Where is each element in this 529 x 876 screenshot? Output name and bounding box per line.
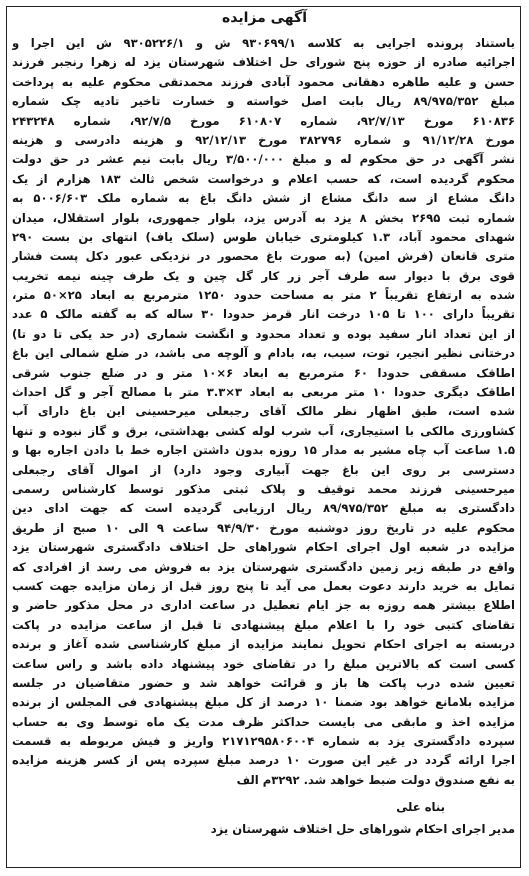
notice-line: تمایل به خرید دارند دعوت بعمل می آید تا پنج روز قبل از زمان مزایده جهت کسب	[12, 578, 515, 593]
notice-line: شهدای محمود آباد، ۱.۳ کیلومتری خیابان طوس (سلک یاف) انتهای بن بست ۲۹۰	[12, 229, 515, 244]
notice-line: دربسته به اجرای احکام تحویل نمایند مزایده از مبلغ کارشناسی شده آغاز و برنده	[12, 637, 515, 652]
notice-line: دسترسی بر روی این باغ جهت آبیاری وجود دارد) از اموال آقای رجبعلی	[12, 462, 515, 477]
notice-line: از این تعداد انار سفید بوده و تعداد محدود و انگشت شماری (در حد یکی تا دو تا)	[12, 326, 515, 341]
notice-line: کسی است که بالاترین مبلغ را در تقاضای خود پیشنهاد داده باشد و راس ساعت	[12, 656, 515, 671]
notice-line: کشاورزی مالکی با استیجاری، آب شرب لوله کشی بهداشتی، برق و گاز نبوده و تنها	[12, 423, 515, 438]
notice-line: مزایده در شعبه اول اجرای احکام شوراهای حل اختلاف دادگستری شهرستان یزد	[12, 540, 515, 555]
notice-line: دانگ مشاع از سه دانگ مشاع از شش دانگ باغ به شماره ملک ۵۰۰۶/۶۰۳ به	[12, 191, 515, 206]
notice-line: محکوم علیه در تاریخ روز دوشنبه مورخ ۹۴/۹/۳۰ ساعت ۹ الی ۱۰ صبح از طریق	[12, 520, 515, 535]
notice-line: میرحسینی فرزند محمد توقیف و پلاک ثبتی مذکور توسط کارشناس رسمی	[12, 481, 515, 496]
notice-line: مزایده بلامانع خواهد بود ضمنا ۱۰ درصد از کل مبلغ پیشنهادی فی المجلس از برنده	[12, 695, 515, 710]
notice-line: شماره ثبت ۲۶۹۵ بخش ۸ یزد به آدرس یزد، بلوار جمهوری، بلوار استقلال، میدان	[12, 210, 515, 225]
notice-line: حسن و علیه طاهره دهقانی محمود آبادی فرزند محمدتقی محکوم علیه به پرداخت	[12, 74, 515, 89]
notice-line: تقریباً دارای ۱۰۰ تا ۱۰۵ درخت انار قرمز حدودا ۳۰ ساله که به گفته مالک ۵ عدد	[12, 307, 515, 322]
notice-line: مورخ ۹۱/۱۲/۲۸ و شماره ۳۸۲۷۹۶ مورخ ۹۲/۱۲/۱۳ و هزینه دادرسی و هزینه	[12, 132, 515, 147]
notice-line: تعیین شده درب پاکت ها باز و قرائت خواهد شد و حضور متقاضیان در جلسه	[12, 675, 515, 690]
notice-line: سپرده دادگستری یزد به شماره ۲۱۷۱۲۹۵۸۰۶۰۰۴ واریز و فیش مربوطه به قسمت	[12, 734, 515, 749]
notice-line: قوی برق با دیوار سه طرف آجر زر کار گل چین و یک طرف چینه نیمه تخریب	[12, 268, 515, 283]
notice-line: شده به ارتفاع تقریباً ۲ متر به مساحت حدود ۱۲۵۰ مترمربع به ابعاد ۲۵×۵۰ متر،	[12, 288, 515, 303]
notice-line: اطاقک مسقفی حدودا ۶۰ مترمربع به ابعاد ۶×۱۰ متر و در ضلع جنوب شرقی	[12, 365, 515, 380]
notice-line: مبلغ ۸۹/۹۷۵/۳۵۲ ریال بابت اصل خواسته و خسارت تاخیر تادیه چک شماره	[12, 94, 515, 109]
notice-line: ۱.۵ ساعت آب چاه مشیر به مدار ۱۵ روزه بدون داشتن اجاره خط با دادن اجاره بها و	[12, 443, 515, 458]
notice-line: متری قانعان (فرش امین) (به صورت باغ محصور در نزدیکی عبور دکل پست فشار	[12, 249, 515, 264]
notice-line: ۶۱۰۸۳۶ مورخ ۹۲/۷/۱۳، شماره ۶۱۰۸۰۷ مورخ ۹۲/۷/۵، شماره ۲۴۳۲۴۸	[12, 113, 515, 128]
notice-line: دادگستری به مبلغ ۸۹/۹۷۵/۳۵۲ ریال ارزیابی گردیده است که جهت ادای دین	[12, 501, 515, 516]
notice-line: شده است، طبق اظهار نظر مالک آقای رجبعلی میرحسینی این باغ دارای آب	[12, 404, 515, 419]
notice-title: آگهی مزایده	[221, 10, 307, 26]
notice-line: اطلاع بیشتر همه روزه به جز ایام تعطیل در ساعت اداری در محل مذکور حاضر و	[12, 598, 515, 613]
notice-line: نشر آگهی در حق محکوم له و مبلغ ۳/۵۰۰/۰۰۰ ریال بابت نیم عشر در حق دولت	[12, 152, 515, 167]
notice-line: محکوم گردیده است، که حسب اعلام و درخواست شخص ثالث ۱۸۳ هزارم از یک	[12, 171, 515, 186]
notice-line: مزایده اخذ و مابقی می بایست حداکثر ظرف مدت یک ماه توسط وی به حساب	[12, 714, 515, 729]
notice-line: باستناد پرونده اجرایی به کلاسه ۹۳۰۶۹۹/۱ ش و ۹۳۰۵۲۲۶/۱ ش این اجرا و	[12, 36, 515, 50]
notice-line: به نفع صندوق دولت ضبط خواهد شد. ۳۲۹۲م الف	[236, 772, 515, 787]
notice-line: اجرا ارائه گردد در غیر این صورت ۱۰ درصد مبلغ سپرده پس از کسر هزینه مزایده	[12, 753, 515, 768]
notice-line: درختانی نظیر انجیر، توت، سیب، به، بادام و آلوچه می باشد، در ضلع شمالی این باغ	[12, 346, 515, 361]
notice-line: تقاضای کتبی خود را با اعلام مبلغ پیشنهادی تا قبل از ساعت مزایده در پاکت	[12, 617, 515, 632]
notice-line: واقع در طبقه زیر زمین دادگستری شهرستان یزد به فروش می رسد از افرادی که	[12, 559, 515, 574]
notice-line: اجرائیه صادره از حوزه پنج شورای حل اختلاف شهرستان یزد له زهرا رنجبر فرزند	[12, 55, 515, 70]
signature-organization: مدیر اجرای احکام شوراهای حل اختلاف شهرستان یزد	[210, 822, 515, 836]
notice-body	[12, 34, 515, 790]
notice-line: اطاقک دیگری حدودا ۱۰ متر مربعی به ابعاد ۳×۳.۳ متر با مصالح آجر و گل احداث	[12, 385, 515, 400]
signature-name: بناه علی	[396, 800, 445, 814]
